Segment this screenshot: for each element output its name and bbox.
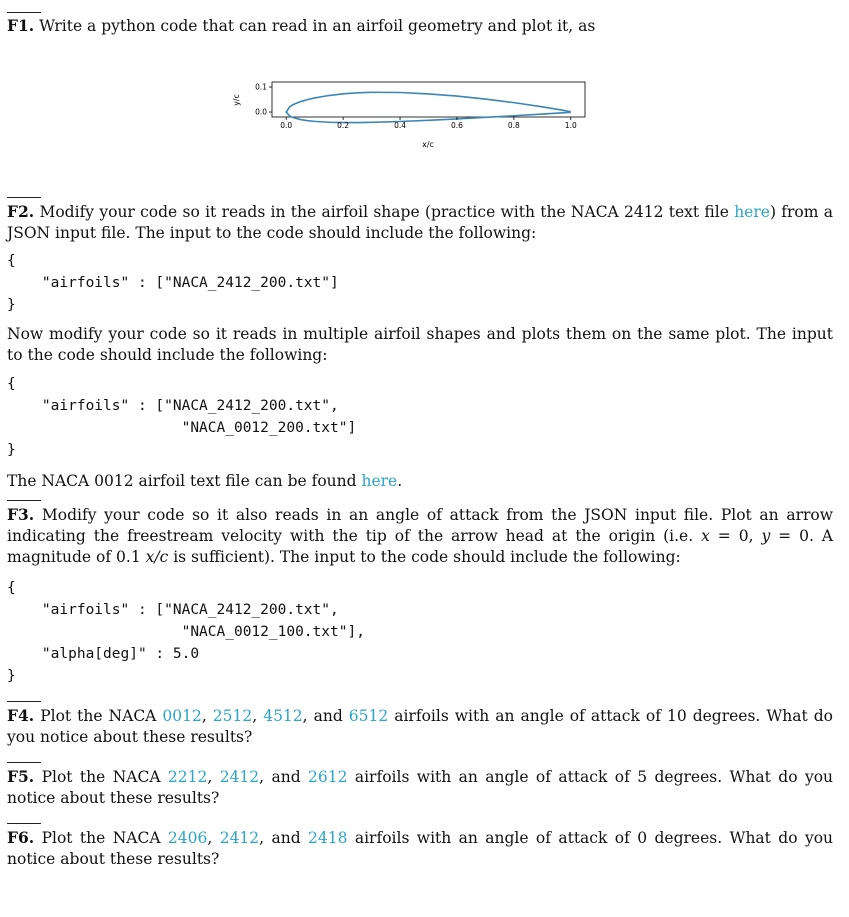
code-line: } [7,442,16,458]
f2-text-2: Now modify your code so it reads in multiple airfoil shapes and plots them on the same plot. The input to the code should include the following: [7,325,833,364]
x-tick-label: 0.4 [394,121,407,130]
f2-text-b: ) from a JSON input file. The input to the code should include the following: [7,203,833,242]
f3-eq0: = 0, [709,527,762,545]
code-line: "airfoils" : ["NACA_2412_200.txt", [7,398,339,414]
f2-label: F2. [7,202,35,221]
math-x: x [701,527,710,545]
y-axis-label: y/c [232,94,241,106]
naca-2612-link[interactable]: 2612 [308,768,348,786]
x-tick-label: 0.6 [450,121,463,130]
problem-set-page [7,0,833,870]
naca-2412-link[interactable]: here [734,203,770,221]
f2-paragraph [7,201,833,244]
f5-pre: Plot the NACA [41,768,168,786]
code-line: "NACA_0012_200.txt"] [7,420,357,436]
code-line: { [7,376,16,392]
code-line: { [7,580,16,596]
code-line: "airfoils" : ["NACA_2412_200.txt", [7,602,339,618]
f3-label: F3. [7,505,35,524]
section-rule [7,500,41,501]
code-line: } [7,668,16,684]
naca-2512-link[interactable]: 2512 [212,707,253,725]
section-rule [7,197,41,198]
naca-0012-link[interactable]: 0012 [162,707,202,725]
f1-paragraph [7,15,833,37]
f4-post: airfoils with an angle of attack of 10 degrees. What do you notice about these results? [7,707,834,746]
y-ticks [255,83,272,117]
sep: , [201,707,213,725]
naca-2406-link[interactable]: 2406 [167,829,208,847]
json-code-block-3 [7,577,833,687]
section-rule [7,701,41,702]
x-tick-label: 1.0 [564,121,577,130]
f3-text-a: Modify your code so it also reads in an angle of attack from the JSON input file. Plot an arrow indicating the freestream velocity with the tip of the arrow head at the origin (i.e. [7,506,833,545]
sep: , and [259,768,309,786]
naca-2212-link[interactable]: 2212 [167,768,208,786]
f2-text-a: Modify your code so it reads in the airfoil shape (practice with the NACA 2412 text file [39,203,735,221]
x-tick-label: 0.2 [337,121,350,130]
f6-pre: Plot the NACA [41,829,168,847]
f2-paragraph-3 [7,471,833,492]
airfoil-line [286,92,571,122]
f1-text: Write a python code that can read in an airfoil geometry and plot it, as [39,17,596,35]
code-line: } [7,297,16,313]
x-tick-label: 0.0 [280,121,293,130]
f1-label: F1. [7,16,35,35]
sep: , and [302,707,349,725]
math-y: y [761,527,771,545]
naca-2418-link[interactable]: 2418 [308,829,348,847]
f4-pre: Plot the NACA [40,707,163,725]
json-code-block-2 [7,373,833,461]
f6-paragraph [7,827,833,870]
math-xc: x/c [145,548,169,566]
sep: , [252,707,264,725]
code-line: "alpha[deg]" : 5.0 [7,646,200,662]
sep: , [207,829,220,847]
section-rule [7,12,41,13]
y-tick-label: 0.0 [255,107,267,117]
x-axis-label: x/c [422,140,434,149]
f4-label: F4. [7,706,35,725]
code-line: "airfoils" : ["NACA_2412_200.txt"] [7,275,339,291]
sep: , and [259,829,309,847]
naca-4512-link[interactable]: 4512 [263,707,303,725]
x-tick-label: 0.8 [507,121,520,130]
naca-0012-link[interactable]: here [361,472,398,490]
airfoil-plot-area [7,37,833,149]
sep: , [207,768,220,786]
naca-2412-link[interactable]: 2412 [219,829,260,847]
f2-text-3a: The NACA 0012 airfoil text file can be found [7,472,362,490]
f5-label: F5. [7,767,35,786]
f5-post: airfoils with an angle of attack of 5 degrees. What do you notice about these results? [7,768,834,807]
f3-paragraph [7,504,833,568]
naca-6512-link[interactable]: 6512 [348,707,389,725]
json-code-block-1 [7,250,833,316]
f3-text-b: is sufficient). The input to the code should include the following: [168,548,681,566]
naca-2412-link[interactable]: 2412 [219,768,260,786]
code-line: { [7,253,16,269]
y-tick-label: 0.1 [255,82,267,92]
code-line: "NACA_0012_100.txt"], [7,624,365,640]
plot-frame [272,82,585,117]
f2-paragraph-2 [7,324,833,366]
f3-eq1: = 0. A magnitude of 0.1 [7,527,833,566]
airfoil-plot [7,37,833,149]
f6-post: airfoils with an angle of attack of 0 degrees. What do you notice about these results? [7,829,834,868]
section-rule [7,762,41,763]
f4-paragraph [7,705,833,748]
f2-text-3b: . [397,472,403,490]
f6-label: F6. [7,828,35,847]
f5-paragraph [7,766,833,809]
section-rule [7,823,41,824]
x-ticks [280,117,577,130]
